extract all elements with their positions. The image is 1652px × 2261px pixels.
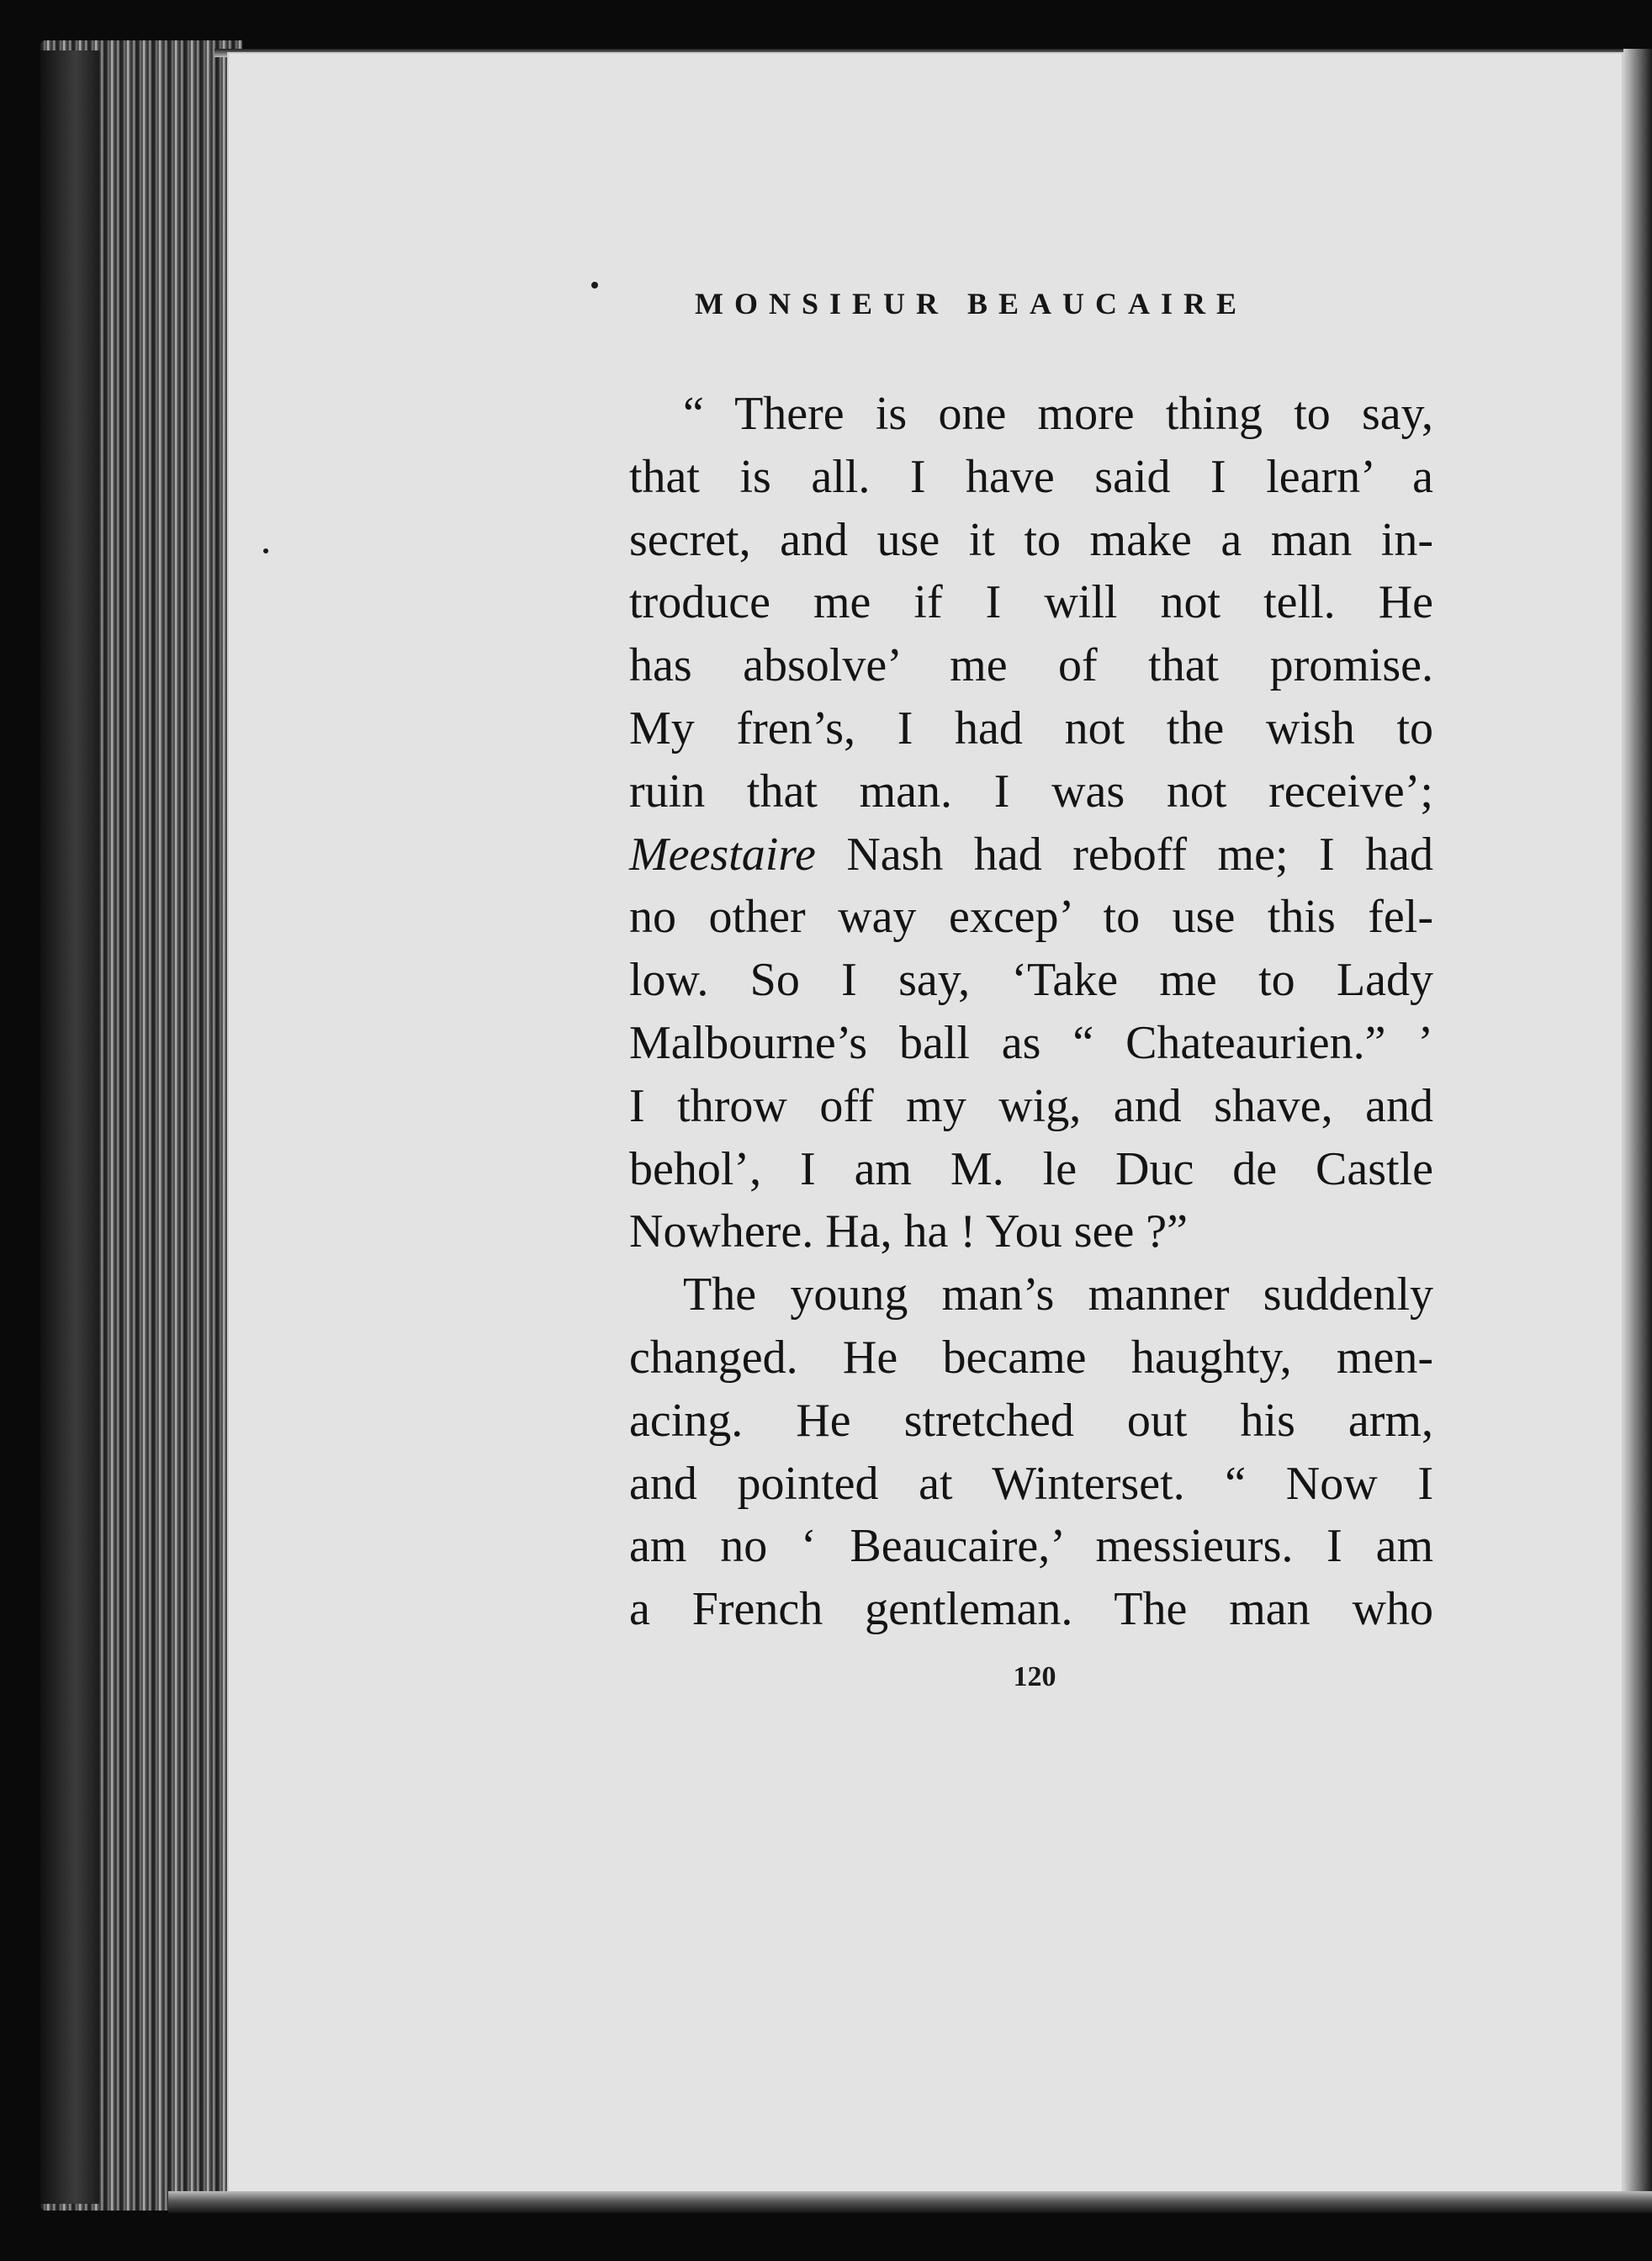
text-line: changed. He became haughty, men- <box>629 1331 1433 1384</box>
text-line: has absolve’ me of that promise. <box>629 639 1433 692</box>
text-line: low. So I say, ‘Take me to Lady <box>629 954 1433 1007</box>
text-line: Malbourne’s ball as “ Chateaurien.” ’ <box>629 1016 1433 1069</box>
text-line: ruin that man. I was not receive’; <box>629 765 1433 818</box>
text-line: and pointed at Winterset. “ Now I <box>629 1457 1433 1510</box>
text-line: The young man’s manner suddenly <box>683 1268 1433 1321</box>
text-line-italic-start <box>629 823 1433 887</box>
text-line: a French gentleman. The man who <box>629 1583 1433 1636</box>
text-line-rest: Nash had reboff me; I had <box>815 828 1433 881</box>
page-right-edge <box>1623 49 1652 2212</box>
running-head: MONSIEUR BEAUCAIRE <box>695 287 1248 320</box>
text-line: “ There is one more thing to say, <box>683 388 1433 440</box>
text-line: acing. He stretched out his arm, <box>629 1394 1433 1447</box>
text-line: am no ‘ Beaucaire,’ messieurs. I am <box>629 1520 1433 1573</box>
text-line: My fren’s, I had not the wish to <box>629 702 1433 755</box>
text-line: secret, and use it to make a man in- <box>629 513 1433 566</box>
dust-speck <box>591 282 598 289</box>
page-bottom-edge <box>168 2191 1652 2213</box>
book-spine <box>40 50 99 2204</box>
text-line: Nowhere. Ha, ha ! You see ?” <box>629 1205 1189 1258</box>
text-line: no other way excep’ to use this fel- <box>629 891 1433 944</box>
italic-word: Meestaire <box>629 828 816 881</box>
text-line: behol’, I am M. le Duc de Castle <box>629 1142 1433 1195</box>
text-line: troduce me if I will not tell. He <box>629 576 1433 629</box>
body-text <box>629 383 1433 1641</box>
page-number: 120 <box>1013 1661 1056 1692</box>
text-line: that is all. I have said I learn’ a <box>629 450 1433 503</box>
text-line: I throw off my wig, and shave, and <box>629 1079 1433 1132</box>
dust-speck <box>263 548 268 553</box>
